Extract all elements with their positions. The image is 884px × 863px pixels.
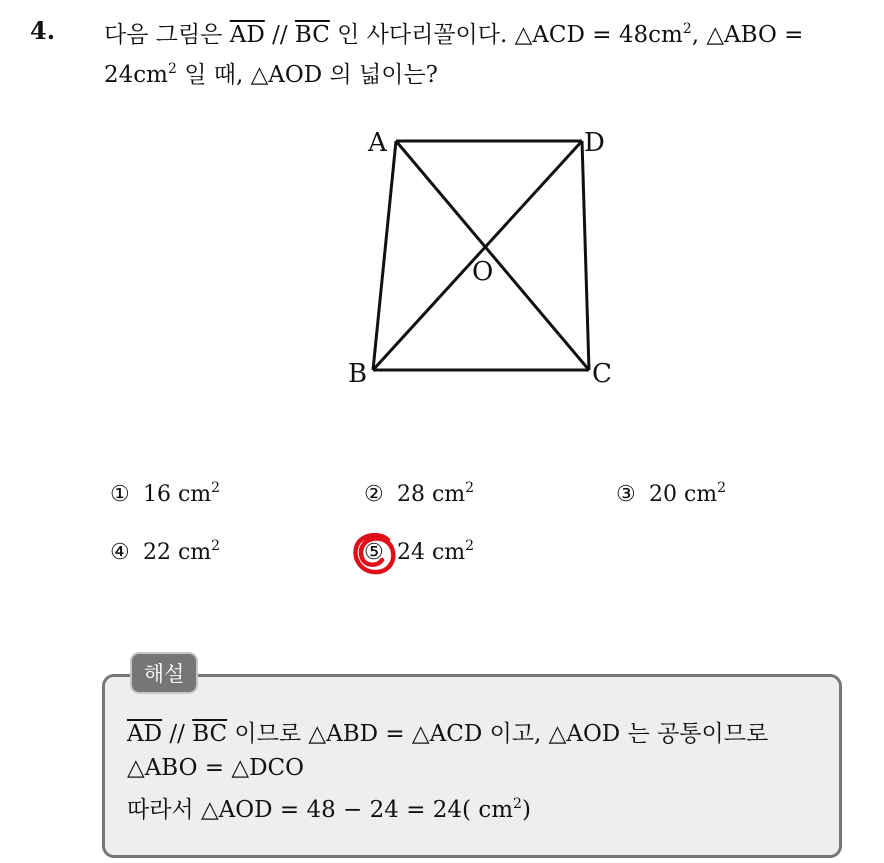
choice-marker: ⑤ [364,540,384,565]
diagonal-bd [373,141,582,370]
answer-circle-mark [350,530,402,578]
exponent: 2 [465,538,475,554]
question-text-line-2 [104,56,438,89]
solution-text: ) [521,797,531,823]
question-text: 인 사다리꼴이다. △ACD = 48cm [329,22,683,48]
segment-ad: $\overline{AD}$ [229,22,265,48]
solution-line-2: △ABO = △DCO [127,755,304,781]
vertex-label-b: B [348,359,368,389]
exponent: 2 [513,796,522,812]
choice-marker: ④ [110,540,130,565]
solution-text: 따라서 △AOD = 48 − 24 = 24( cm [127,797,514,823]
choice-1[interactable] [110,482,220,507]
choice-3[interactable] [616,482,726,507]
trapezoid-diagram [330,110,630,410]
solution-text: 이므로 △ABD = △ACD 이고, △AOD 는 공통이므로 [227,721,769,747]
question-text: 일 때, △AOD 의 넓이는? [176,62,438,88]
parallel-symbol: // [264,22,295,48]
choice-marker: ② [364,482,384,507]
exponent: 2 [211,538,221,554]
vertex-label-a: A [368,128,387,158]
trapezoid-figure [330,110,630,410]
question-text: , △ABO = [691,22,804,48]
solution-tag: 해설 [130,652,198,694]
segment-bc: $\overline{BC}$ [192,721,228,747]
solution-box [102,674,842,858]
choice-value: 20 cm [649,482,718,507]
exponent: 2 [682,21,692,37]
choice-value: 24 cm [397,540,466,565]
diagonal-ac [396,141,589,370]
vertex-label-d: D [584,128,605,158]
segment-bc: $\overline{BC}$ [294,22,330,48]
exponent: 2 [211,480,221,496]
side-dc [582,141,589,370]
choice-marker: ① [110,482,130,507]
solution-line-1 [127,715,768,748]
choice-marker: ③ [616,482,636,507]
segment-ad: $\overline{AD}$ [127,721,163,747]
parallel-symbol: // [162,721,193,747]
choice-value: 16 cm [143,482,212,507]
exponent: 2 [717,480,727,496]
question-number: 4. [30,16,56,45]
exponent: 2 [167,61,177,77]
point-label-o: O [472,257,494,287]
choice-value: 22 cm [143,540,212,565]
question-text: 24cm [104,62,168,88]
solution-line-3 [127,791,531,824]
side-ab [373,141,396,370]
question-text-line-1 [104,16,803,49]
question-text: 다음 그림은 [104,22,230,48]
red-circle-icon [350,530,402,578]
exponent: 2 [465,480,475,496]
choice-4[interactable] [110,540,220,565]
choice-value: 28 cm [397,482,466,507]
choice-2[interactable] [364,482,474,507]
vertex-label-c: C [592,359,612,389]
